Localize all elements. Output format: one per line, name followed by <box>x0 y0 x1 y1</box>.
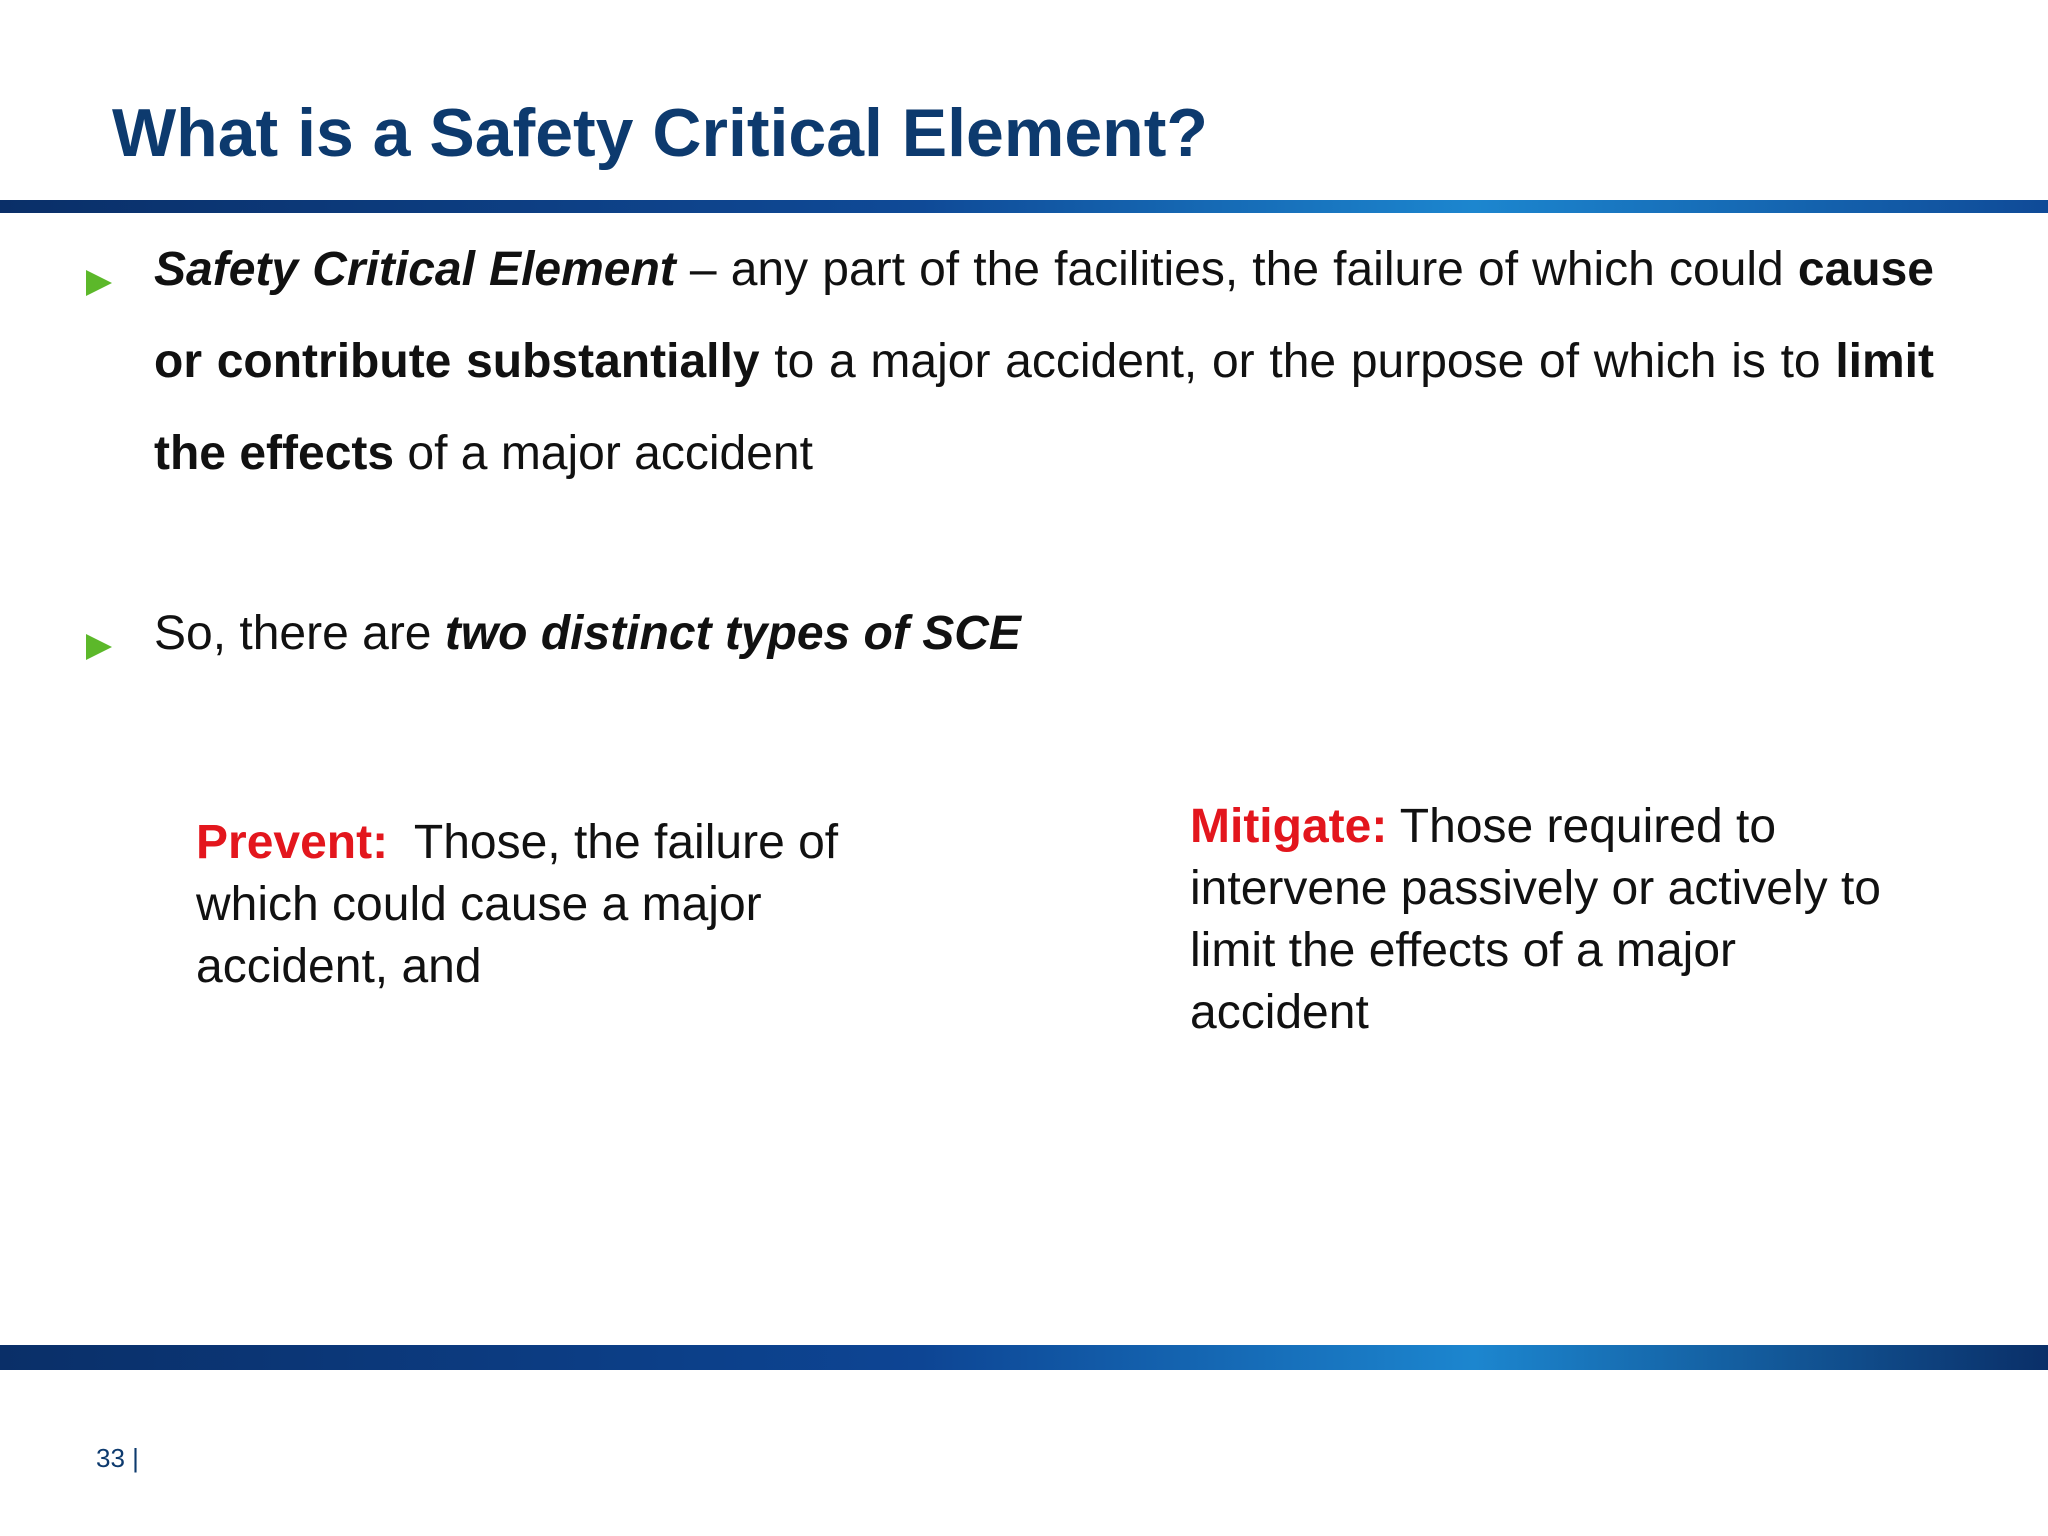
slide-title: What is a Safety Critical Element? <box>112 95 1208 171</box>
definition-text-part-1: – any part of the facilities, the failure of which could <box>675 243 1798 296</box>
header-divider-band <box>0 200 2048 213</box>
definition-text-part-2: to a major accident, or the purpose of which is to <box>759 335 1836 388</box>
definition-text <box>154 224 1934 500</box>
definition-emphasis-limit: limit the effects <box>154 335 1934 480</box>
triangle-bullet-icon <box>86 634 112 660</box>
mitigate-label: Mitigate: <box>1190 800 1388 853</box>
types-intro-emphasis: two distinct types of SCE <box>444 607 1021 660</box>
triangle-bullet-icon <box>86 270 112 296</box>
prevent-label: Prevent: <box>196 816 389 869</box>
definition-emphasis-cause: cause or contribute substantially <box>154 243 1934 388</box>
definition-term: Safety Critical Element <box>154 243 676 296</box>
footer-divider-band <box>0 1345 2048 1370</box>
mitigate-description: Those required to intervene passively or actively to limit the effects of a major accident <box>1190 800 1881 1039</box>
definition-text-part-3: of a major accident <box>394 427 813 480</box>
page-number: 33 | <box>96 1443 139 1473</box>
mitigate-type <box>1190 796 1910 1044</box>
types-intro-part-1: So, there are <box>154 607 445 660</box>
prevent-description: Those, the failure of which could cause a major accident, and <box>196 816 852 993</box>
prevent-type <box>196 812 896 998</box>
types-intro-text <box>154 588 1934 680</box>
